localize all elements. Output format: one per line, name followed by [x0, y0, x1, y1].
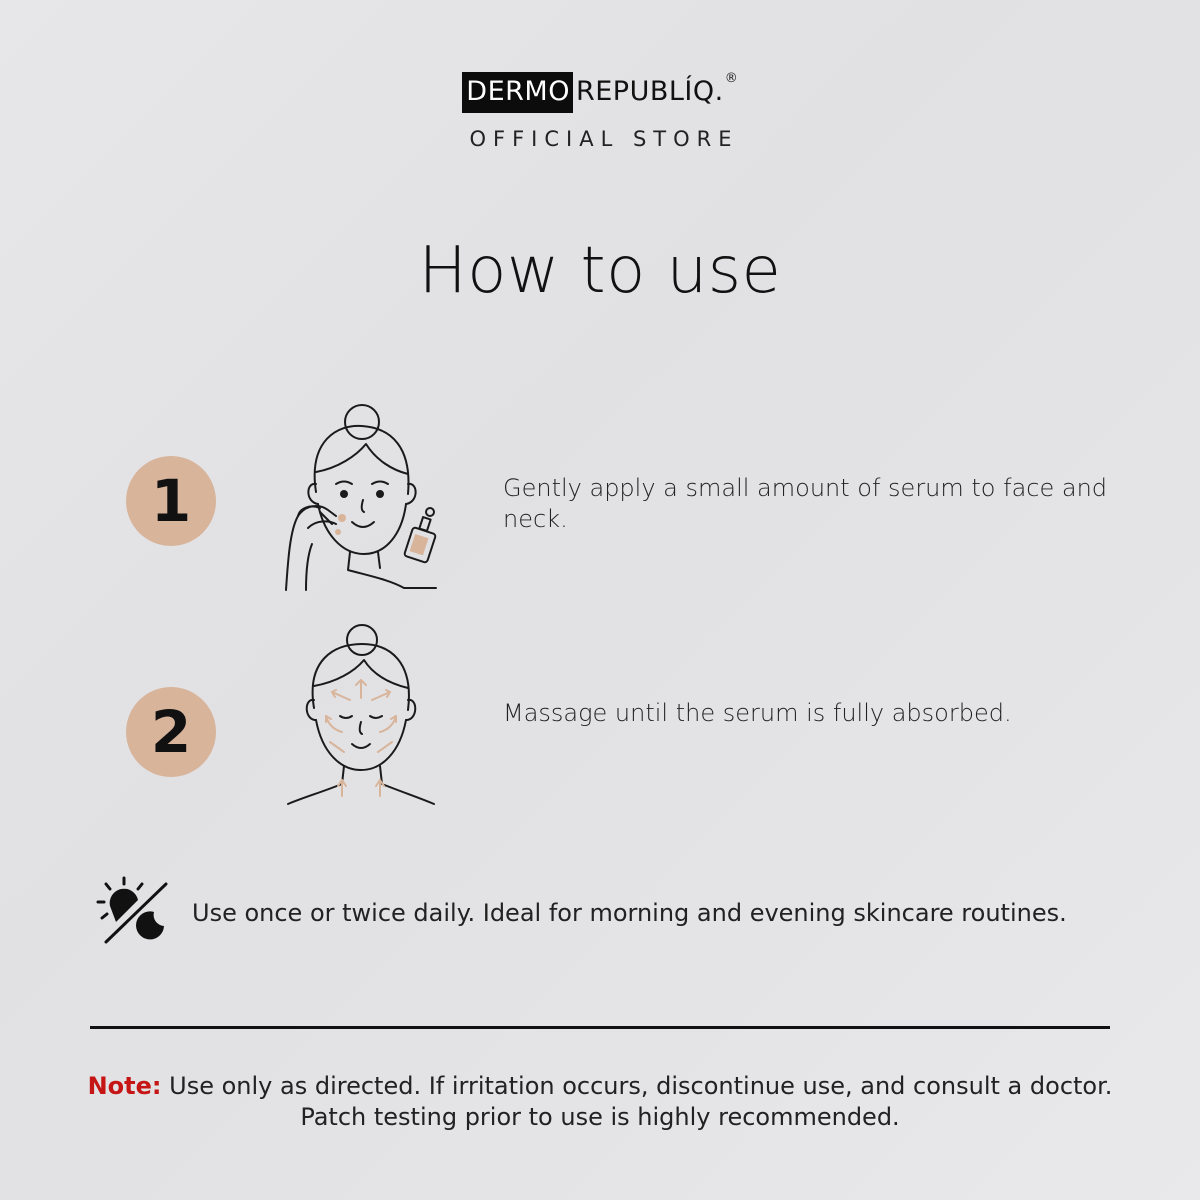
- step-1-text: Gently apply a small amount of serum to face and neck.: [503, 474, 1108, 533]
- note-line-1: [0, 1071, 1200, 1102]
- step-2-text: Massage until the serum is fully absorbed.: [503, 699, 1012, 727]
- page-title: How to use: [418, 234, 782, 308]
- official-store-label: OFFICIAL STORE: [469, 127, 739, 151]
- step-1-number-badge: 1: [126, 456, 216, 546]
- logo-republiq-text: REPUBLÍQ.: [575, 76, 724, 107]
- daily-usage-text: Use once or twice daily. Ideal for morning and evening skincare routines.: [192, 899, 1067, 927]
- note-text-1: Use only as directed. If irritation occurs, discontinue use, and consult a doctor.: [161, 1072, 1113, 1100]
- face-massage-icon: [282, 620, 442, 814]
- logo-dermo-text: DERMO: [462, 72, 573, 113]
- note-label: Note:: [87, 1072, 162, 1100]
- face-apply-serum-icon: [280, 400, 450, 599]
- daily-usage-row: [94, 874, 1067, 952]
- registered-mark: ®: [724, 71, 738, 86]
- step-2-number-badge: 2: [126, 687, 216, 777]
- note-block: [0, 1071, 1200, 1133]
- brand-header: [0, 72, 1200, 151]
- day-night-icon: [94, 874, 174, 952]
- note-line-2: Patch testing prior to use is highly recommended.: [300, 1103, 900, 1131]
- section-divider: [90, 1026, 1110, 1029]
- brand-logo: [462, 72, 737, 113]
